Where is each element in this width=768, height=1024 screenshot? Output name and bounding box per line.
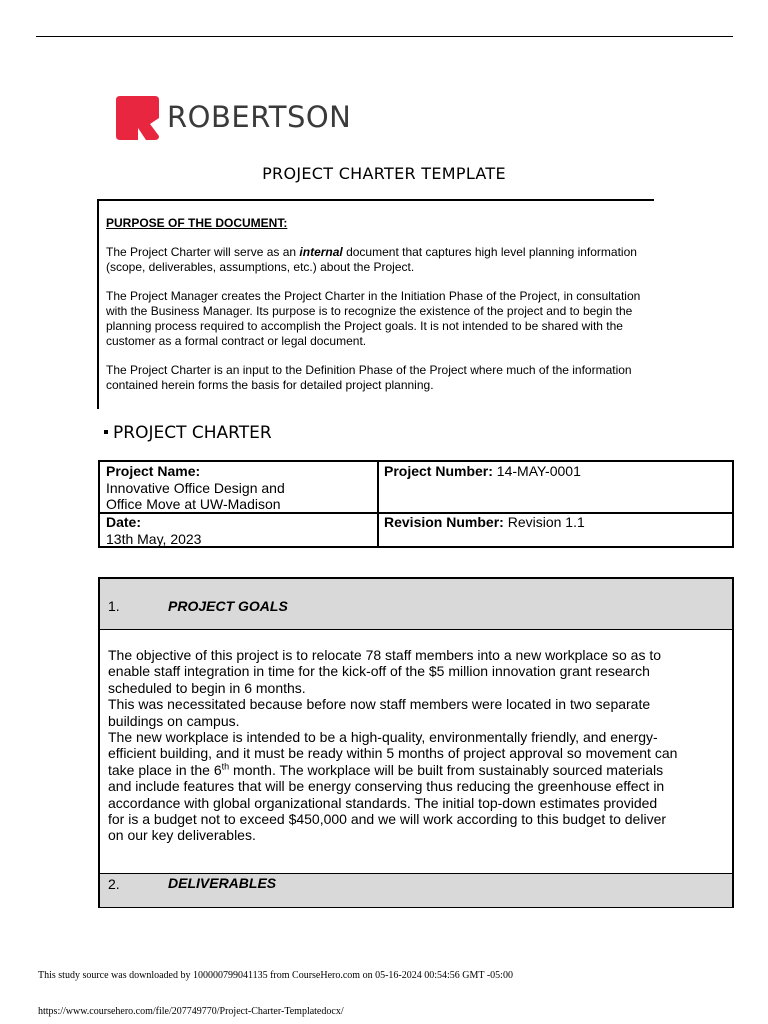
section-heading-text: PROJECT CHARTER <box>113 423 272 443</box>
purpose-paragraph-2: The Project Manager creates the Project Charter in the Initiation Phase of the Project, in consultation with the Business Manager. Its purpose is to recognize the existence of the project and to begin the planning process required to accomplish the Project goals. It is not intended to be shared with the customer as a formal contract or legal document. <box>106 289 641 348</box>
project-name-value-line1: Innovative Office Design and <box>106 479 285 496</box>
ordinal-suffix: th <box>221 761 230 772</box>
goals-line: for is a budget not to exceed $450,000 and we will work according to this budget to deliver <box>108 811 667 828</box>
goals-line-part: take place in the 6 <box>108 761 222 778</box>
goals-line: on our key deliverables. <box>108 827 256 844</box>
revision-cell <box>384 514 724 531</box>
section-heading <box>104 423 272 443</box>
purpose-box <box>97 199 654 409</box>
revision-value: Revision 1.1 <box>503 514 585 530</box>
purpose-body <box>106 216 651 407</box>
goals-label: PROJECT GOALS <box>168 598 288 614</box>
goals-line: enable staff integration in time for the kick-off of the $5 million innovation grant research <box>108 663 650 680</box>
project-name-cell <box>106 463 371 513</box>
project-name-label: Project Name: <box>106 463 201 479</box>
top-divider <box>36 36 733 37</box>
project-info-table <box>98 460 734 548</box>
goals-number: 1. <box>108 598 120 614</box>
project-name-value-line2: Office Move at UW-Madison <box>106 496 281 512</box>
purpose-p1-emphasis: internal <box>299 245 343 260</box>
deliverables-header <box>100 873 732 907</box>
project-goals-text <box>108 647 708 844</box>
date-label: Date: <box>106 514 142 530</box>
goals-line: buildings on campus. <box>108 712 240 729</box>
date-value: 13th May, 2023 <box>106 530 202 547</box>
goals-line: accordance with global organizational standards. The initial top-down estimates provided <box>108 794 658 811</box>
robertson-logo-icon <box>116 96 159 140</box>
goals-line: This was necessitated because before now staff members were located in two separate <box>108 696 651 713</box>
goals-line <box>108 762 708 778</box>
purpose-p1-start: The Project Charter will serve as an <box>106 245 300 260</box>
deliverables-number: 2. <box>108 876 120 892</box>
revision-label: Revision Number: <box>384 514 504 530</box>
table-column-divider <box>377 462 379 546</box>
download-notice: This study source was downloaded by 100000799041135 from CourseHero.com on 05-16-2024 00:54:56 GMT -05:00 <box>38 970 513 981</box>
purpose-left-border <box>97 199 99 409</box>
purpose-p1-end: document that captures high level planning information (scope, deliverables, assumptions, etc.) about the Project. <box>106 245 637 275</box>
project-number-value: 14-MAY-0001 <box>492 463 581 479</box>
project-number-label: Project Number: <box>384 463 493 479</box>
logo-wordmark: ROBERTSON <box>167 100 352 134</box>
document-title: PROJECT CHARTER TEMPLATE <box>262 164 506 183</box>
purpose-heading: PURPOSE OF THE DOCUMENT: <box>106 216 288 230</box>
date-cell <box>106 514 371 547</box>
goals-line: and include features that will be energy conserving thus reducing the greenhouse effect in <box>108 778 665 795</box>
purpose-paragraph-3: The Project Charter is an input to the Definition Phase of the Project where much of the information contained herein forms the basis for detailed project planning. <box>106 362 632 392</box>
deliverables-label: DELIVERABLES <box>168 875 277 891</box>
project-goals-box <box>98 577 734 908</box>
goals-line: The new workplace is intended to be a high-quality, environmentally friendly, and energy- <box>108 729 658 746</box>
purpose-top-border <box>97 199 654 201</box>
goals-line: scheduled to begin in 6 months. <box>108 679 306 696</box>
project-number-cell <box>384 463 724 480</box>
bullet-icon <box>104 430 108 434</box>
goals-line: The objective of this project is to relocate 78 staff members into a new workplace so as to <box>108 647 662 663</box>
project-goals-header <box>100 579 732 630</box>
purpose-paragraph-1 <box>106 245 651 274</box>
source-url[interactable]: https://www.coursehero.com/file/207749770/Project-Charter-Templatedocx/ <box>38 1006 344 1017</box>
goals-line: efficient building, and it must be ready within 5 months of project approval so movement can <box>108 745 678 762</box>
goals-line-part: month. The workplace will be built from sustainably sourced materials <box>229 761 664 778</box>
